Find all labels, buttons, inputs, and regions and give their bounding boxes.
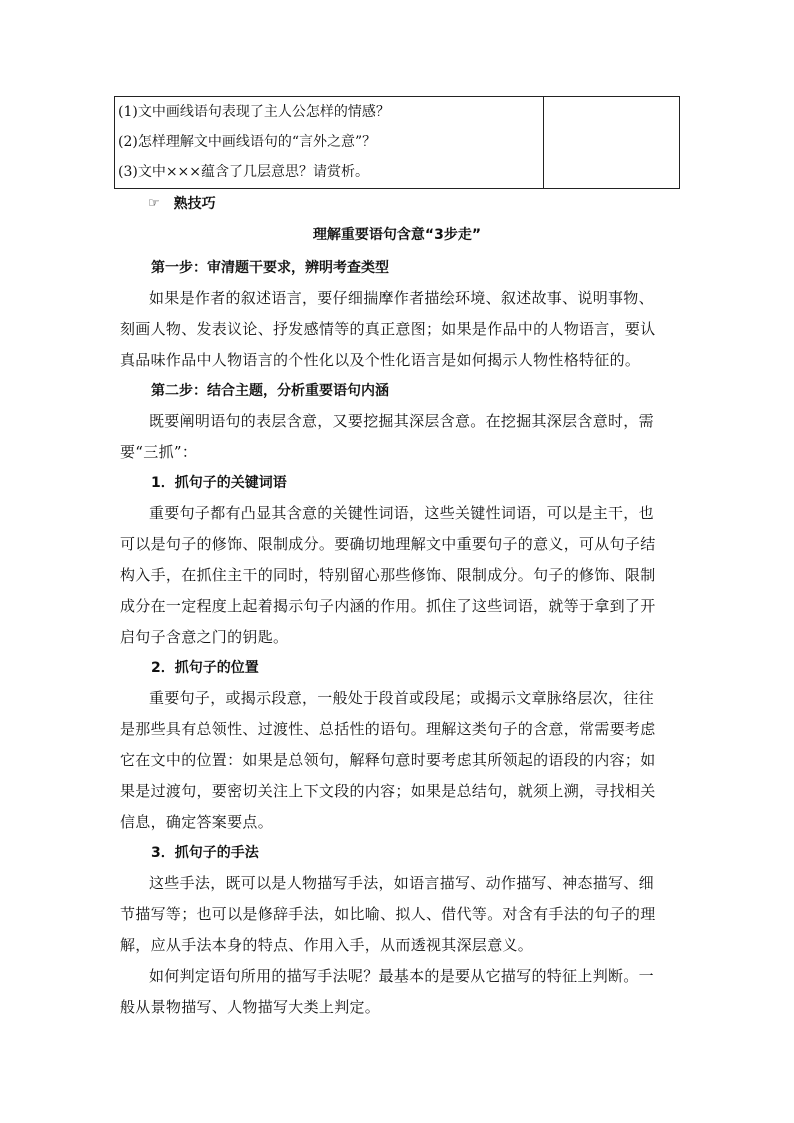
text-line: 信息，确定答案要点。 — [120, 813, 274, 831]
tip-label: 熟技巧 — [173, 196, 216, 212]
text-line: 它在文中的位置：如果是总领句，解释句意时要考虑其所领起的语段的内容；如 — [120, 751, 656, 769]
text-line: 节描写等；也可以是修辞手法，如比喻、拟人、借代等。对含有手法的句子的理 — [120, 905, 656, 923]
text-line: 如果是作者的叙述语言，要仔细揣摩作者描绘环境、叙述故事、说明事物、 — [149, 289, 654, 307]
step1-heading: 第一步：审清题干要求，辨明考查类型 — [151, 260, 389, 276]
text-line: 刻画人物、发表议论、抒发感情等的真正意图；如果是作品中的人物语言，要认 — [120, 320, 656, 338]
text-line: 是那些具有总领性、过渡性、总括性的语句。理解这类句子的含意，常需要考虑 — [120, 720, 656, 738]
question-table — [114, 96, 680, 189]
point3-heading: 3．抓句子的手法 — [151, 845, 259, 861]
question-cell — [115, 97, 544, 188]
text-line: 解，应从手法本身的特点、作用入手，从而透视其深层意义。 — [120, 936, 534, 954]
text-line: 既要阐明语句的表层含意，又要挖掘其深层含意。在挖掘其深层含意时，需 — [149, 412, 654, 430]
tip-header — [148, 192, 216, 214]
text-line: 果是过渡句，要密切关注上下文段的内容；如果是总结句，就须上溯，寻找相关 — [120, 782, 656, 800]
question-line: (3)文中×××蕴含了几层意思？请赏析。 — [118, 164, 370, 180]
text-line: 般从景物描写、人物描写大类上判定。 — [120, 998, 381, 1016]
text-line: 启句子含意之门的钥匙。 — [120, 628, 289, 646]
closing-paragraph — [120, 961, 676, 1023]
step2-paragraph — [120, 406, 676, 468]
text-line: 重要句子，或揭示段意，一般处于段首或段尾；或揭示文章脉络层次，往往 — [149, 689, 654, 707]
body-content — [120, 253, 676, 1023]
pointing-hand-icon: ☞ — [148, 195, 160, 211]
text-line: 要“三抓”： — [120, 443, 198, 461]
text-line: 成分在一定程度上起着揭示句子内涵的作用。抓住了这些词语，就等于拿到了开 — [120, 597, 656, 615]
point1-heading: 1．抓句子的关键词语 — [151, 475, 287, 491]
text-line: 重要句子都有凸显其含意的关键性词语，这些关键性词语，可以是主干，也 — [149, 504, 654, 522]
question-line: (2)怎样理解文中画线语句的“言外之意”？ — [118, 134, 377, 150]
text-line: 构入手，在抓住主干的同时，特别留心那些修饰、限制成分。句子的修饰、限制 — [120, 566, 656, 584]
step2-heading: 第二步：结合主题，分析重要语句内涵 — [151, 383, 389, 399]
section-title: 理解重要语句含意“3步走” — [312, 227, 482, 243]
point1-paragraph — [120, 498, 676, 653]
point2-heading: 2．抓句子的位置 — [151, 660, 259, 676]
text-line: 这些手法，既可以是人物描写手法，如语言描写、动作描写、神态描写、细 — [149, 874, 654, 892]
question-line: (1)文中画线语句表现了主人公怎样的情感？ — [118, 104, 390, 120]
text-line: 如何判定语句所用的描写手法呢？最基本的是要从它描写的特征上判断。一 — [149, 967, 654, 985]
text-line: 真品味作品中人物语言的个性化以及个性化语言是如何揭示人物性格特征的。 — [120, 351, 641, 369]
answer-cell — [544, 97, 679, 188]
point2-paragraph — [120, 683, 676, 838]
step1-paragraph — [120, 283, 676, 376]
point3-paragraph — [120, 868, 676, 961]
text-line: 可以是句子的修饰、限制成分。要确切地理解文中重要句子的意义，可从句子结 — [120, 535, 656, 553]
